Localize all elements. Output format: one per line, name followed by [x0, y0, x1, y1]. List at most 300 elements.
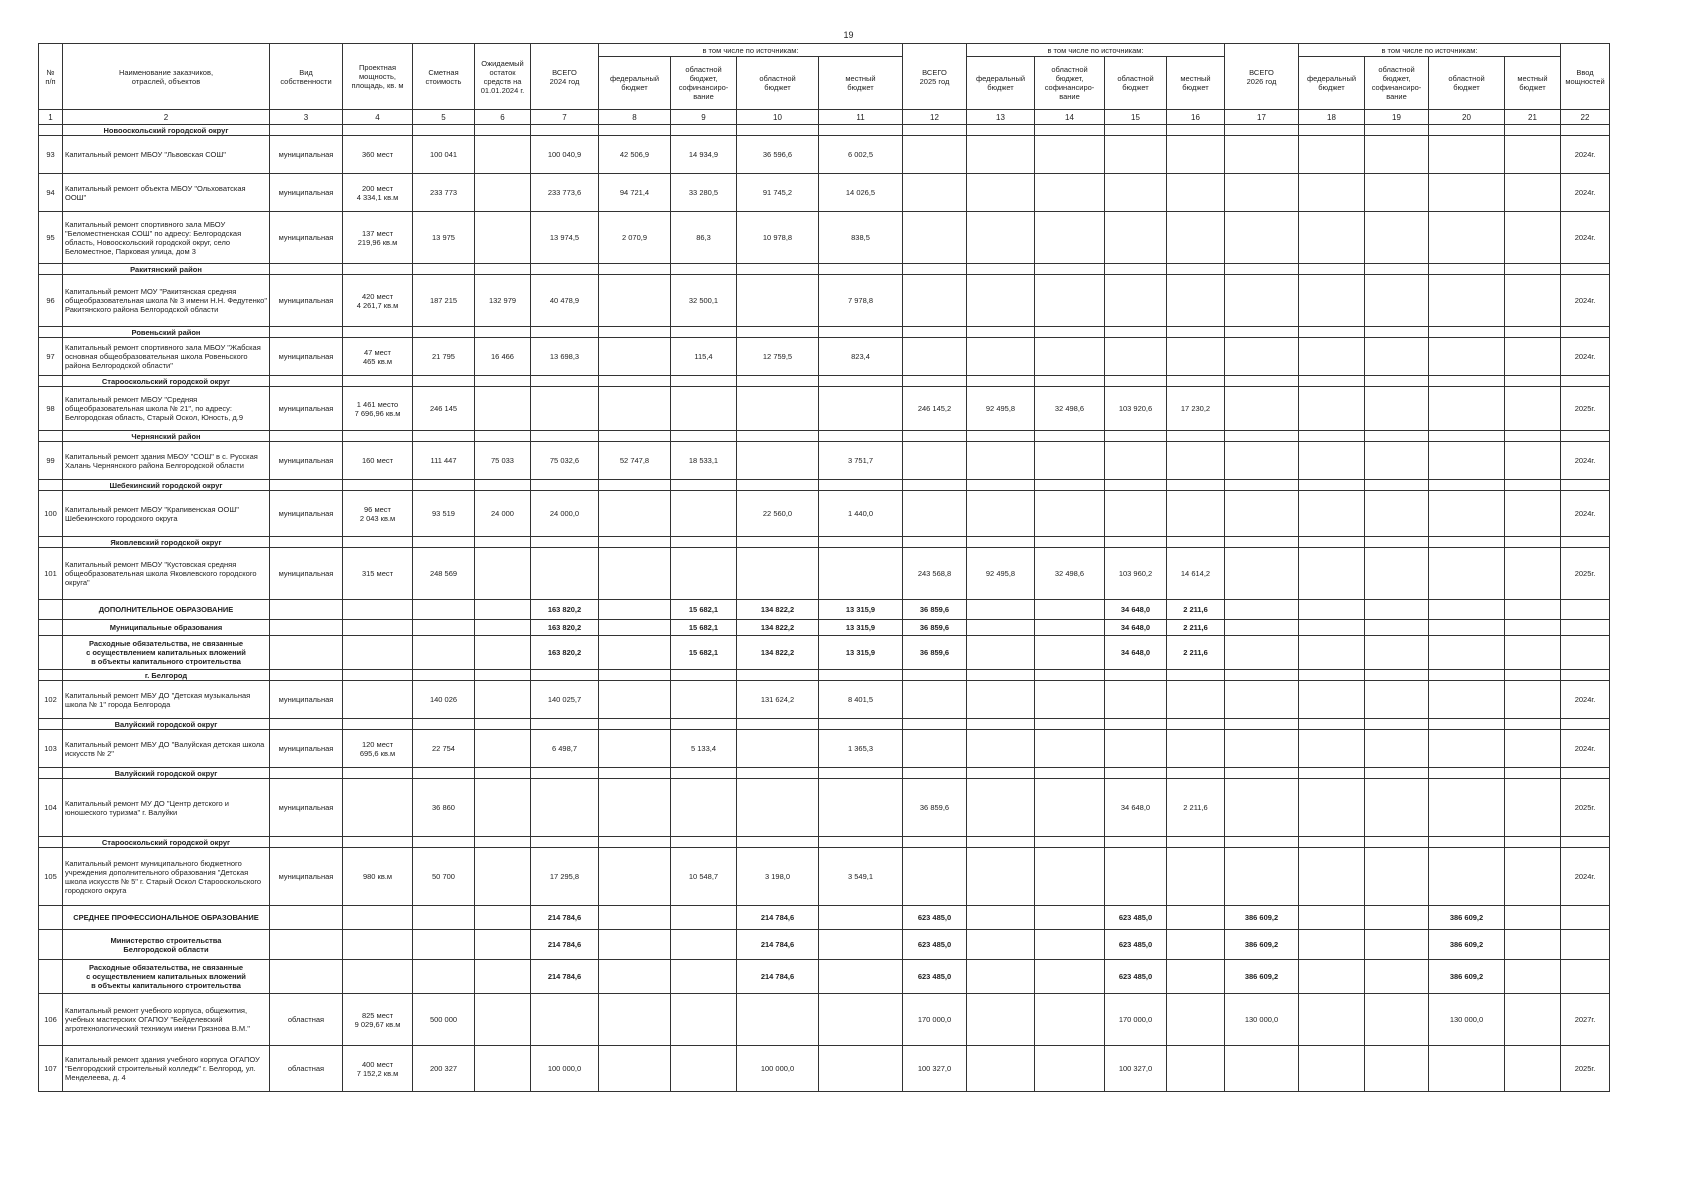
cell: 214 784,6 — [737, 930, 819, 960]
cell — [1429, 620, 1505, 636]
cell — [531, 264, 599, 275]
cell — [599, 930, 671, 960]
column-number-row — [39, 110, 1610, 125]
cell — [1299, 779, 1365, 837]
cell — [1365, 264, 1429, 275]
col-num-header: № п/п — [39, 44, 63, 110]
cell: 52 747,8 — [599, 442, 671, 480]
sources-2025-header: в том числе по источникам: — [967, 44, 1225, 57]
cell: 3 751,7 — [819, 442, 903, 480]
cell — [475, 681, 531, 719]
cell: 34 648,0 — [1105, 636, 1167, 670]
cell — [967, 994, 1035, 1046]
cell — [39, 768, 63, 779]
cell — [1505, 779, 1561, 837]
cell — [1505, 387, 1561, 431]
section-title: г. Белгород — [63, 670, 270, 681]
cell — [903, 275, 967, 327]
cell — [270, 636, 343, 670]
table-row — [39, 387, 1610, 431]
cell — [819, 719, 903, 730]
cell — [737, 719, 819, 730]
cell: 386 609,2 — [1429, 960, 1505, 994]
cell — [1035, 491, 1105, 537]
cell — [903, 174, 967, 212]
cell — [1225, 338, 1299, 376]
cell — [343, 779, 413, 837]
cell: 50 700 — [413, 848, 475, 906]
cell — [270, 537, 343, 548]
cell — [1035, 681, 1105, 719]
cell — [1225, 442, 1299, 480]
cell — [737, 125, 819, 136]
cell — [1035, 930, 1105, 960]
cell: 36 859,6 — [903, 620, 967, 636]
table-row — [39, 1046, 1610, 1092]
cell — [1505, 125, 1561, 136]
cell — [1505, 431, 1561, 442]
cell — [599, 719, 671, 730]
cell: 623 485,0 — [903, 930, 967, 960]
cell — [1299, 620, 1365, 636]
cell — [671, 376, 737, 387]
cell: 100 327,0 — [903, 1046, 967, 1092]
cell — [1365, 779, 1429, 837]
cell — [270, 264, 343, 275]
section-row — [39, 264, 1610, 275]
cell — [1561, 837, 1610, 848]
row-number: 106 — [39, 994, 63, 1046]
section-row — [39, 125, 1610, 136]
cell — [1561, 125, 1610, 136]
cell: 214 784,6 — [531, 906, 599, 930]
cell — [1105, 125, 1167, 136]
cell — [270, 837, 343, 848]
section-title: Ровеньский район — [63, 327, 270, 338]
cell — [737, 730, 819, 768]
cell — [270, 327, 343, 338]
cell — [343, 537, 413, 548]
table-row — [39, 212, 1610, 264]
cell: 386 609,2 — [1225, 906, 1299, 930]
summary-row — [39, 930, 1610, 960]
cell: 386 609,2 — [1225, 960, 1299, 994]
cell — [1225, 779, 1299, 837]
cell: 823,4 — [819, 338, 903, 376]
cell — [599, 125, 671, 136]
cell — [671, 681, 737, 719]
cell — [413, 906, 475, 930]
section-row — [39, 480, 1610, 491]
cell — [413, 837, 475, 848]
cell — [1035, 719, 1105, 730]
object-name: Капитальный ремонт здания МБОУ "СОШ" в с. Русская Халань Чернянского района Белгородской области — [63, 442, 270, 480]
cell — [671, 548, 737, 600]
cell: муниципальная — [270, 779, 343, 837]
cell — [1429, 768, 1505, 779]
cell — [819, 837, 903, 848]
cell — [671, 994, 737, 1046]
cell — [671, 768, 737, 779]
cell — [819, 960, 903, 994]
cell: муниципальная — [270, 848, 343, 906]
cell — [967, 960, 1035, 994]
object-name: Капитальный ремонт МБОУ "Кустовская средняя общеобразовательная школа Яковлевского городского округа" — [63, 548, 270, 600]
cell — [1505, 174, 1561, 212]
cell — [1365, 670, 1429, 681]
cell: муниципальная — [270, 442, 343, 480]
cell — [1365, 480, 1429, 491]
cell — [1429, 848, 1505, 906]
cell — [475, 960, 531, 994]
commissioning-year — [1561, 906, 1610, 930]
cell — [599, 431, 671, 442]
cell — [413, 620, 475, 636]
cell — [903, 327, 967, 338]
cell — [475, 768, 531, 779]
cell — [671, 670, 737, 681]
cell — [1299, 636, 1365, 670]
cell: 500 000 — [413, 994, 475, 1046]
cell: 13 315,9 — [819, 620, 903, 636]
cell — [531, 994, 599, 1046]
cell — [1167, 338, 1225, 376]
cell: 163 820,2 — [531, 620, 599, 636]
commissioning-year: 2025г. — [1561, 548, 1610, 600]
cell — [967, 779, 1035, 837]
cell — [270, 600, 343, 620]
cell — [1505, 480, 1561, 491]
cell — [671, 491, 737, 537]
cell — [1365, 537, 1429, 548]
cell — [1299, 768, 1365, 779]
cell — [413, 327, 475, 338]
cell: 33 280,5 — [671, 174, 737, 212]
cell — [475, 376, 531, 387]
cell — [1299, 837, 1365, 848]
cell — [1505, 960, 1561, 994]
cell — [967, 681, 1035, 719]
cell — [39, 431, 63, 442]
section-row — [39, 537, 1610, 548]
cell — [967, 670, 1035, 681]
section-row — [39, 670, 1610, 681]
object-name: СРЕДНЕЕ ПРОФЕССИОНАЛЬНОЕ ОБРАЗОВАНИЕ — [63, 906, 270, 930]
cell: 21 795 — [413, 338, 475, 376]
cell — [1299, 491, 1365, 537]
cell — [1299, 681, 1365, 719]
cell — [967, 376, 1035, 387]
cell — [1365, 431, 1429, 442]
cell — [1429, 719, 1505, 730]
cell — [1035, 994, 1105, 1046]
cell — [1505, 906, 1561, 930]
cell — [1561, 768, 1610, 779]
cell — [671, 960, 737, 994]
cell — [475, 779, 531, 837]
cell — [819, 548, 903, 600]
cell — [1225, 376, 1299, 387]
row-number: 93 — [39, 136, 63, 174]
cell: 838,5 — [819, 212, 903, 264]
cell — [531, 548, 599, 600]
cell: 623 485,0 — [1105, 906, 1167, 930]
cell — [671, 837, 737, 848]
cell: 3 198,0 — [737, 848, 819, 906]
cell — [967, 327, 1035, 338]
src-regional-header: областной бюджет — [737, 57, 819, 110]
commissioning-year: 2024г. — [1561, 848, 1610, 906]
cell: 75 033 — [475, 442, 531, 480]
section-title: Валуйский городской округ — [63, 768, 270, 779]
object-name: Капитальный ремонт МБОУ "Средняя общеобразовательная школа № 21", по адресу: Белгородская область, Старый Оскол, Юность, д.9 — [63, 387, 270, 431]
cell — [413, 670, 475, 681]
cell — [1299, 960, 1365, 994]
column-number: 14 — [1035, 110, 1105, 125]
cell — [903, 431, 967, 442]
cell — [1035, 376, 1105, 387]
cell — [1167, 960, 1225, 994]
cell — [1299, 125, 1365, 136]
commissioning-year: 2024г. — [1561, 174, 1610, 212]
cell — [1299, 480, 1365, 491]
cell: 17 295,8 — [531, 848, 599, 906]
cell — [967, 600, 1035, 620]
cell — [1225, 212, 1299, 264]
cell — [599, 779, 671, 837]
src-federal-header: федеральный бюджет — [599, 57, 671, 110]
cell — [531, 480, 599, 491]
cell — [819, 376, 903, 387]
cell: 825 мест 9 029,67 кв.м — [343, 994, 413, 1046]
src-federal-header: федеральный бюджет — [1299, 57, 1365, 110]
cell — [1505, 636, 1561, 670]
cell: 103 920,6 — [1105, 387, 1167, 431]
cell — [531, 327, 599, 338]
table-row — [39, 442, 1610, 480]
cell — [1365, 338, 1429, 376]
commissioning-year: 2024г. — [1561, 212, 1610, 264]
cell — [967, 174, 1035, 212]
cell: 214 784,6 — [531, 960, 599, 994]
cell — [1505, 548, 1561, 600]
cell: 134 822,2 — [737, 620, 819, 636]
cell — [1365, 730, 1429, 768]
sources-2026-header: в том числе по источникам: — [1299, 44, 1561, 57]
cell: муниципальная — [270, 730, 343, 768]
cell: 386 609,2 — [1429, 906, 1505, 930]
cell — [1167, 442, 1225, 480]
object-name: Капитальный ремонт МУ ДО "Центр детского и юношеского туризма" г. Валуйки — [63, 779, 270, 837]
cell — [1505, 327, 1561, 338]
cell: 160 мест — [343, 442, 413, 480]
cell — [967, 1046, 1035, 1092]
cell — [1505, 837, 1561, 848]
cell — [737, 779, 819, 837]
cell — [1225, 681, 1299, 719]
cell — [671, 387, 737, 431]
cell — [1299, 719, 1365, 730]
cell — [1505, 670, 1561, 681]
row-number — [39, 620, 63, 636]
cell: 14 026,5 — [819, 174, 903, 212]
cell — [737, 837, 819, 848]
cell — [1365, 906, 1429, 930]
cell: 200 327 — [413, 1046, 475, 1092]
col-total-2025-header: ВСЕГО 2025 год — [903, 44, 967, 110]
cell — [1365, 387, 1429, 431]
cell — [1365, 442, 1429, 480]
cell — [343, 431, 413, 442]
cell: 103 960,2 — [1105, 548, 1167, 600]
row-number: 100 — [39, 491, 63, 537]
cell — [903, 719, 967, 730]
cell — [599, 327, 671, 338]
cell — [967, 275, 1035, 327]
cell — [343, 960, 413, 994]
cell: 214 784,6 — [737, 906, 819, 930]
cell: 86,3 — [671, 212, 737, 264]
cell — [599, 636, 671, 670]
table-row — [39, 848, 1610, 906]
cell — [413, 480, 475, 491]
cell — [270, 768, 343, 779]
column-number: 16 — [1167, 110, 1225, 125]
cell — [819, 264, 903, 275]
cell — [475, 600, 531, 620]
cell — [343, 906, 413, 930]
cell: 22 560,0 — [737, 491, 819, 537]
cell — [671, 537, 737, 548]
cell — [671, 125, 737, 136]
cell — [1299, 600, 1365, 620]
cell — [1505, 1046, 1561, 1092]
cell — [1429, 431, 1505, 442]
cell — [819, 480, 903, 491]
cell: муниципальная — [270, 136, 343, 174]
cell — [343, 837, 413, 848]
cell — [1105, 719, 1167, 730]
cell — [1299, 442, 1365, 480]
cell: 92 495,8 — [967, 548, 1035, 600]
cell: 10 978,8 — [737, 212, 819, 264]
section-title: Яковлевский городской округ — [63, 537, 270, 548]
cell — [1105, 212, 1167, 264]
cell — [1429, 174, 1505, 212]
object-name: Капитальный ремонт муниципального бюджетного учреждения дополнительного образования "Детская школа искусств № 5" г. Старый Оскол Старооскольского городского округа — [63, 848, 270, 906]
cell — [671, 264, 737, 275]
cell — [599, 376, 671, 387]
cell — [1225, 848, 1299, 906]
cell — [475, 837, 531, 848]
cell: 8 401,5 — [819, 681, 903, 719]
cell — [1505, 719, 1561, 730]
cell — [1035, 600, 1105, 620]
cell — [1505, 264, 1561, 275]
col-estimate-header: Сметная стоимость — [413, 44, 475, 110]
row-number: 98 — [39, 387, 63, 431]
cell — [1429, 327, 1505, 338]
cell — [1105, 848, 1167, 906]
cell — [1035, 768, 1105, 779]
cell — [270, 125, 343, 136]
cell — [1429, 681, 1505, 719]
cell — [819, 779, 903, 837]
cell — [1505, 376, 1561, 387]
cell — [1167, 681, 1225, 719]
cell — [475, 1046, 531, 1092]
cell — [819, 930, 903, 960]
cell — [39, 480, 63, 491]
column-number: 4 — [343, 110, 413, 125]
cell — [1505, 768, 1561, 779]
row-number: 105 — [39, 848, 63, 906]
cell — [737, 431, 819, 442]
cell — [413, 768, 475, 779]
cell — [967, 719, 1035, 730]
commissioning-year: 2025г. — [1561, 387, 1610, 431]
cell — [1105, 442, 1167, 480]
cell: 34 648,0 — [1105, 779, 1167, 837]
column-number: 18 — [1299, 110, 1365, 125]
section-title: Старооскольский городской округ — [63, 837, 270, 848]
cell — [413, 636, 475, 670]
cell — [475, 480, 531, 491]
src-regional-header: областной бюджет — [1105, 57, 1167, 110]
cell: муниципальная — [270, 212, 343, 264]
cell — [671, 480, 737, 491]
row-number: 95 — [39, 212, 63, 264]
cell: 132 979 — [475, 275, 531, 327]
summary-row — [39, 620, 1610, 636]
object-name: Капитальный ремонт здания учебного корпуса ОГАПОУ "Белгородский строительный колледж" г. Белгород, ул. Менделеева, д. 4 — [63, 1046, 270, 1092]
object-name: Муниципальные образования — [63, 620, 270, 636]
cell — [1035, 212, 1105, 264]
cell — [1167, 264, 1225, 275]
section-row — [39, 376, 1610, 387]
cell — [1505, 442, 1561, 480]
cell — [1505, 491, 1561, 537]
cell — [1105, 480, 1167, 491]
cell — [1505, 930, 1561, 960]
src-cofin-header: областной бюджет, софинансиро- вание — [671, 57, 737, 110]
cell: 111 447 — [413, 442, 475, 480]
cell — [1225, 1046, 1299, 1092]
cell — [1225, 480, 1299, 491]
object-name: Расходные обязательства, не связанные с осуществлением капитальных вложений в объекты капитального строительства — [63, 960, 270, 994]
cell — [475, 125, 531, 136]
cell: 36 860 — [413, 779, 475, 837]
commissioning-year: 2024г. — [1561, 275, 1610, 327]
cell — [737, 480, 819, 491]
cell: областная — [270, 1046, 343, 1092]
cell — [343, 264, 413, 275]
cell — [1225, 125, 1299, 136]
cell: 140 026 — [413, 681, 475, 719]
cell: 623 485,0 — [1105, 960, 1167, 994]
cell — [1167, 768, 1225, 779]
cell — [475, 264, 531, 275]
cell: 100 327,0 — [1105, 1046, 1167, 1092]
budget-table — [38, 43, 1610, 1092]
cell: 6 498,7 — [531, 730, 599, 768]
row-number: 96 — [39, 275, 63, 327]
object-name: Расходные обязательства, не связанные с осуществлением капитальных вложений в объекты капитального строительства — [63, 636, 270, 670]
cell — [819, 670, 903, 681]
col-remaining-header: Ожидаемый остаток средств на 01.01.2024 г. — [475, 44, 531, 110]
table-row — [39, 994, 1610, 1046]
table-row — [39, 730, 1610, 768]
